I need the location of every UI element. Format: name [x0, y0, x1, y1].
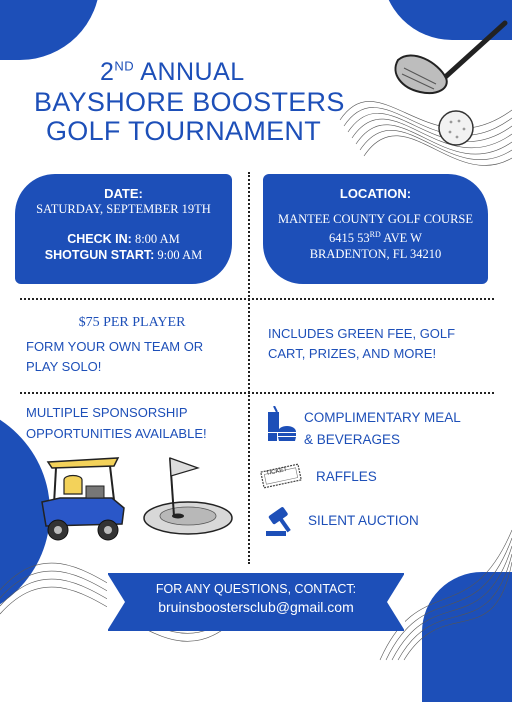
- location-box: [263, 174, 488, 284]
- gavel-icon: [264, 505, 300, 537]
- contact-label: FOR ANY QUESTIONS, CONTACT:: [155, 582, 357, 596]
- auction-text: SILENT AUCTION: [308, 513, 419, 528]
- street-suffix: RD: [369, 230, 381, 239]
- corner-blob-top-left: [0, 0, 100, 60]
- meal-line1: COMPLIMENTARY MEAL: [304, 410, 461, 425]
- checkin-line: [15, 231, 232, 247]
- shotgun-label: SHOTGUN START:: [44, 248, 155, 262]
- golf-cart-icon: [34, 452, 130, 548]
- center-divider: [248, 172, 250, 564]
- event-date: SATURDAY, SEPTEMBER 19TH: [36, 202, 211, 216]
- title-ordinal-line: [100, 58, 245, 87]
- street-rest: AVE W: [383, 231, 422, 246]
- includes-line1: INCLUDES GREEN FEE, GOLF: [268, 326, 456, 341]
- team-option-line1: FORM YOUR OWN TEAM OR: [26, 339, 204, 354]
- meal-icon: [266, 406, 298, 442]
- title-event: GOLF TOURNAMENT: [46, 116, 322, 146]
- shotgun-time: 9:00 AM: [157, 248, 203, 262]
- location-heading: LOCATION:: [339, 186, 412, 201]
- team-option-line2: PLAY SOLO!: [26, 359, 102, 374]
- row-divider-1: [20, 298, 494, 300]
- sponsorship-line2: OPPORTUNITIES AVAILABLE!: [26, 426, 207, 441]
- title-ordinal-suffix: ND: [114, 58, 135, 74]
- sponsorship-line1: MULTIPLE SPONSORSHIP: [26, 405, 188, 420]
- meal-line2: & BEVERAGES: [304, 432, 401, 447]
- golf-club-icon: [380, 18, 510, 158]
- street-address: [263, 227, 488, 246]
- city-line: BRADENTON, FL 34210: [309, 247, 442, 262]
- street-number: 6415 53: [329, 231, 370, 246]
- price-text: $75 PER PLAYER: [78, 315, 186, 330]
- row-divider-2: [20, 392, 494, 394]
- includes-line2: CART, PRIZES, AND MORE!: [268, 346, 437, 361]
- title-organization: BAYSHORE BOOSTERS: [34, 87, 345, 117]
- shotgun-line: [15, 247, 232, 263]
- golf-flag-icon: [140, 452, 236, 538]
- checkin-label: CHECK IN:: [67, 232, 132, 246]
- raffles-text: RAFFLES: [316, 469, 377, 484]
- contact-banner: [108, 573, 404, 631]
- title-annual: ANNUAL: [140, 58, 245, 86]
- venue-name: MANTEE COUNTY GOLF COURSE: [277, 212, 474, 226]
- ticket-label: TICKET: [265, 466, 288, 478]
- golf-ball-icon: [439, 111, 473, 145]
- checkin-time: 8:00 AM: [134, 232, 180, 246]
- date-heading: DATE:: [104, 186, 143, 201]
- contact-email-link[interactable]: bruinsboostersclub@gmail.com: [158, 599, 354, 615]
- date-box: [15, 174, 232, 284]
- title-ordinal: 2: [100, 58, 115, 86]
